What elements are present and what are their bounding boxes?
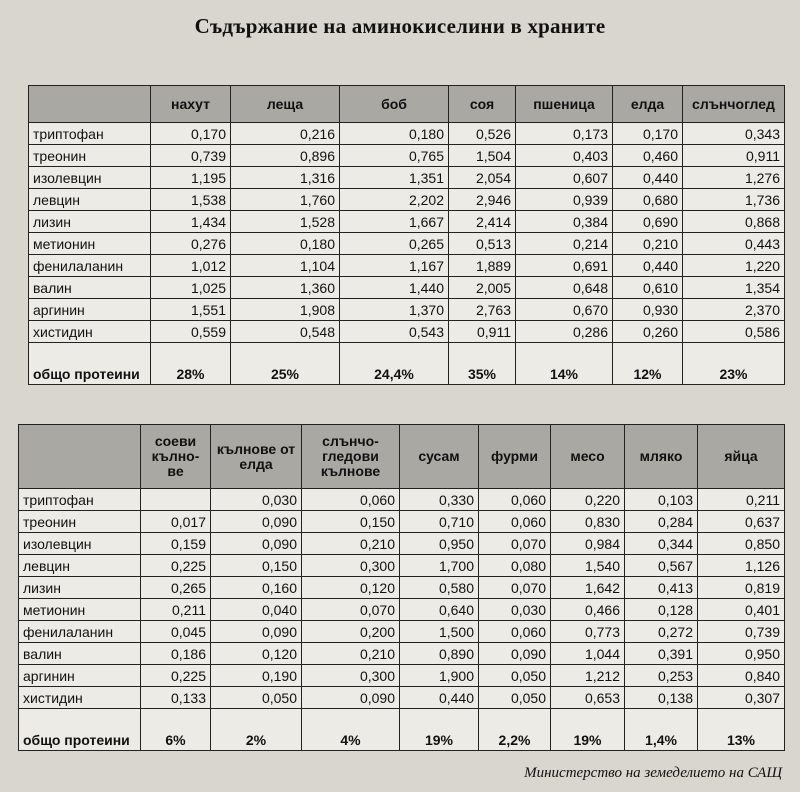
total-cell: 28% (151, 343, 231, 385)
table-cell: 0,090 (211, 533, 302, 555)
table-cell: 2,414 (449, 211, 516, 233)
table-cell: 0,276 (151, 233, 231, 255)
table-cell: 1,195 (151, 167, 231, 189)
column-header: соеви кълно-ве (141, 425, 211, 489)
table-cell: 1,540 (551, 555, 625, 577)
table-cell: 0,090 (302, 687, 400, 709)
table-cell: 0,060 (302, 489, 400, 511)
total-cell: 14% (516, 343, 613, 385)
table-row (19, 643, 785, 665)
page-title: Съдържание на аминокиселини в храните (194, 14, 606, 38)
table-cell: 1,044 (551, 643, 625, 665)
table-cell: 1,667 (340, 211, 449, 233)
row-label: фенилаланин (29, 255, 151, 277)
column-header: месо (551, 425, 625, 489)
table-cell: 0,586 (683, 321, 785, 343)
total-cell: 24,4% (340, 343, 449, 385)
table-cell: 0,765 (340, 145, 449, 167)
table-cell: 1,538 (151, 189, 231, 211)
table-cell: 0,200 (302, 621, 400, 643)
table-cell: 1,316 (231, 167, 340, 189)
table-cell: 0,210 (302, 533, 400, 555)
table-cell: 1,900 (400, 665, 479, 687)
table-cell: 0,653 (551, 687, 625, 709)
table-cell: 0,680 (613, 189, 683, 211)
table-row (19, 621, 785, 643)
amino-acid-table-1 (28, 85, 785, 385)
total-cell: 23% (683, 343, 785, 385)
table-cell: 1,012 (151, 255, 231, 277)
table-cell: 0,030 (479, 599, 551, 621)
table-cell: 0,253 (625, 665, 698, 687)
table-cell: 0,401 (698, 599, 785, 621)
table-cell: 0,440 (400, 687, 479, 709)
table-cell: 0,070 (302, 599, 400, 621)
row-label: метионин (29, 233, 151, 255)
table-cell: 0,911 (449, 321, 516, 343)
table-cell: 0,216 (231, 123, 340, 145)
table-cell: 0,214 (516, 233, 613, 255)
table-cell: 0,103 (625, 489, 698, 511)
table-cell: 0,460 (613, 145, 683, 167)
table-cell: 0,607 (516, 167, 613, 189)
table-cell: 0,030 (211, 489, 302, 511)
table-cell: 0,648 (516, 277, 613, 299)
table-cell: 1,126 (698, 555, 785, 577)
row-label: изолевцин (29, 167, 151, 189)
table-row (19, 577, 785, 599)
table-cell: 0,133 (141, 687, 211, 709)
table-cell: 0,559 (151, 321, 231, 343)
row-label: левцин (19, 555, 141, 577)
table-cell: 2,005 (449, 277, 516, 299)
table-row (29, 167, 785, 189)
table-cell: 0,896 (231, 145, 340, 167)
table-cell: 0,211 (698, 489, 785, 511)
table-cell: 0,413 (625, 577, 698, 599)
row-label: триптофан (19, 489, 141, 511)
column-header: фурми (479, 425, 551, 489)
row-label: треонин (29, 145, 151, 167)
table-cell: 0,443 (683, 233, 785, 255)
table-cell: 0,911 (683, 145, 785, 167)
table-cell: 1,351 (340, 167, 449, 189)
total-cell: 1,4% (625, 709, 698, 751)
table-cell: 1,736 (683, 189, 785, 211)
table-cell: 0,120 (211, 643, 302, 665)
table-cell: 1,104 (231, 255, 340, 277)
table-header-row (19, 425, 785, 489)
table-cell: 0,045 (141, 621, 211, 643)
table-cell: 0,170 (151, 123, 231, 145)
row-label: левцин (29, 189, 151, 211)
table-cell: 0,739 (151, 145, 231, 167)
table-cell: 0,850 (698, 533, 785, 555)
total-cell: 2,2% (479, 709, 551, 751)
row-label: метионин (19, 599, 141, 621)
table-cell: 0,773 (551, 621, 625, 643)
row-label: хистидин (19, 687, 141, 709)
column-header: мляко (625, 425, 698, 489)
table-cell: 0,391 (625, 643, 698, 665)
total-cell: 12% (613, 343, 683, 385)
table-cell: 0,265 (340, 233, 449, 255)
table-cell: 0,890 (400, 643, 479, 665)
table-cell: 1,504 (449, 145, 516, 167)
table-cell: 0,526 (449, 123, 516, 145)
table-row (29, 145, 785, 167)
total-cell: 19% (400, 709, 479, 751)
table-row (29, 211, 785, 233)
total-label: общо протеини (19, 709, 141, 751)
table-cell: 0,210 (613, 233, 683, 255)
table-cell: 0,819 (698, 577, 785, 599)
table-cell: 0,950 (698, 643, 785, 665)
table-cell: 0,050 (211, 687, 302, 709)
source-caption: Министерство на земеделието на САЩ (524, 765, 782, 781)
total-protein-row (19, 709, 785, 751)
amino-acid-table-2 (18, 424, 785, 751)
table-cell: 0,343 (683, 123, 785, 145)
column-header: нахут (151, 86, 231, 123)
row-label: лизин (19, 577, 141, 599)
table-cell: 0,691 (516, 255, 613, 277)
table-cell: 0,040 (211, 599, 302, 621)
table-cell: 0,220 (551, 489, 625, 511)
table-cell: 0,017 (141, 511, 211, 533)
table-cell: 1,212 (551, 665, 625, 687)
table-cell: 0,548 (231, 321, 340, 343)
row-label: лизин (29, 211, 151, 233)
table-cell: 0,210 (302, 643, 400, 665)
table-cell: 0,567 (625, 555, 698, 577)
table-cell: 1,025 (151, 277, 231, 299)
table-cell: 1,908 (231, 299, 340, 321)
column-header: слънчоглед (683, 86, 785, 123)
table-cell: 0,186 (141, 643, 211, 665)
table-cell: 0,160 (211, 577, 302, 599)
table-cell: 1,370 (340, 299, 449, 321)
table-cell: 0,580 (400, 577, 479, 599)
table-cell: 0,984 (551, 533, 625, 555)
table-cell: 2,202 (340, 189, 449, 211)
table-row (29, 233, 785, 255)
row-label: валин (19, 643, 141, 665)
table-cell: 0,260 (613, 321, 683, 343)
table-cell: 0,050 (479, 665, 551, 687)
column-header: боб (340, 86, 449, 123)
table-cell: 1,700 (400, 555, 479, 577)
table-cell: 0,173 (516, 123, 613, 145)
table-cell: 0,640 (400, 599, 479, 621)
table-cell: 0,190 (211, 665, 302, 687)
total-protein-row (29, 343, 785, 385)
table-cell: 0,466 (551, 599, 625, 621)
table-cell: 0,150 (211, 555, 302, 577)
table-cell: 0,284 (625, 511, 698, 533)
table-cell: 0,950 (400, 533, 479, 555)
row-label: фенилаланин (19, 621, 141, 643)
table-cell: 0,090 (211, 511, 302, 533)
table-row (19, 533, 785, 555)
total-label: общо протеини (29, 343, 151, 385)
table-cell: 0,225 (141, 665, 211, 687)
table-cell: 0,840 (698, 665, 785, 687)
table-row (29, 321, 785, 343)
table-row (19, 599, 785, 621)
column-header (19, 425, 141, 489)
table-cell: 0,180 (340, 123, 449, 145)
table-cell: 1,528 (231, 211, 340, 233)
table-row (19, 555, 785, 577)
table-cell: 0,610 (613, 277, 683, 299)
table-cell: 1,220 (683, 255, 785, 277)
table-cell (141, 489, 211, 511)
table-cell: 0,543 (340, 321, 449, 343)
table-cell: 0,690 (613, 211, 683, 233)
table-cell: 1,440 (340, 277, 449, 299)
table-cell: 0,440 (613, 255, 683, 277)
table-cell: 0,440 (613, 167, 683, 189)
table-cell: 0,180 (231, 233, 340, 255)
table-cell: 1,760 (231, 189, 340, 211)
table-cell: 0,272 (625, 621, 698, 643)
total-cell: 35% (449, 343, 516, 385)
row-label: изолевцин (19, 533, 141, 555)
table-cell: 0,403 (516, 145, 613, 167)
table-row (29, 255, 785, 277)
table-cell: 0,265 (141, 577, 211, 599)
total-cell: 4% (302, 709, 400, 751)
table-cell: 0,211 (141, 599, 211, 621)
table-cell: 0,120 (302, 577, 400, 599)
table-cell: 0,344 (625, 533, 698, 555)
row-label: триптофан (29, 123, 151, 145)
column-header: пшеница (516, 86, 613, 123)
table-row (29, 299, 785, 321)
table-cell: 0,300 (302, 665, 400, 687)
table-cell: 0,050 (479, 687, 551, 709)
column-header: елда (613, 86, 683, 123)
table-header-row (29, 86, 785, 123)
table-cell: 1,642 (551, 577, 625, 599)
table-cell: 0,060 (479, 489, 551, 511)
table-cell: 0,090 (479, 643, 551, 665)
table-cell: 0,159 (141, 533, 211, 555)
table-cell: 2,763 (449, 299, 516, 321)
row-label: хистидин (29, 321, 151, 343)
table-cell: 0,138 (625, 687, 698, 709)
table-cell: 0,150 (302, 511, 400, 533)
table-row (19, 687, 785, 709)
table-cell: 0,128 (625, 599, 698, 621)
table-cell: 1,360 (231, 277, 340, 299)
table-row (29, 277, 785, 299)
table-cell: 2,054 (449, 167, 516, 189)
table-cell: 2,946 (449, 189, 516, 211)
table-cell: 0,286 (516, 321, 613, 343)
table-cell: 1,167 (340, 255, 449, 277)
table-cell: 2,370 (683, 299, 785, 321)
table-row (29, 189, 785, 211)
total-cell: 2% (211, 709, 302, 751)
table-row (29, 123, 785, 145)
table-cell: 0,070 (479, 577, 551, 599)
table-cell: 0,060 (479, 621, 551, 643)
table-cell: 0,670 (516, 299, 613, 321)
table-cell: 0,090 (211, 621, 302, 643)
column-header: яйца (698, 425, 785, 489)
total-cell: 6% (141, 709, 211, 751)
table-cell: 1,889 (449, 255, 516, 277)
table-cell: 0,710 (400, 511, 479, 533)
table-cell: 0,868 (683, 211, 785, 233)
row-label: аргинин (29, 299, 151, 321)
table-cell: 0,080 (479, 555, 551, 577)
table-cell: 0,637 (698, 511, 785, 533)
column-header: слънчо-гледови кълнове (302, 425, 400, 489)
table-cell: 0,513 (449, 233, 516, 255)
total-cell: 19% (551, 709, 625, 751)
table-cell: 1,500 (400, 621, 479, 643)
column-header (29, 86, 151, 123)
column-header: леща (231, 86, 340, 123)
total-cell: 13% (698, 709, 785, 751)
table-cell: 0,384 (516, 211, 613, 233)
table-row (19, 489, 785, 511)
table-cell: 0,330 (400, 489, 479, 511)
table-cell: 1,551 (151, 299, 231, 321)
table-cell: 0,225 (141, 555, 211, 577)
total-cell: 25% (231, 343, 340, 385)
row-label: аргинин (19, 665, 141, 687)
table-cell: 1,354 (683, 277, 785, 299)
table-row (19, 665, 785, 687)
row-label: треонин (19, 511, 141, 533)
table-cell: 0,300 (302, 555, 400, 577)
table-cell: 0,170 (613, 123, 683, 145)
table-cell: 0,070 (479, 533, 551, 555)
row-label: валин (29, 277, 151, 299)
column-header: сусам (400, 425, 479, 489)
column-header: соя (449, 86, 516, 123)
table-cell: 0,739 (698, 621, 785, 643)
column-header: кълнове от елда (211, 425, 302, 489)
table-cell: 0,307 (698, 687, 785, 709)
table-cell: 0,830 (551, 511, 625, 533)
table-row (19, 511, 785, 533)
table-cell: 1,434 (151, 211, 231, 233)
table-cell: 0,939 (516, 189, 613, 211)
table-cell: 1,276 (683, 167, 785, 189)
table-cell: 0,930 (613, 299, 683, 321)
table-cell: 0,060 (479, 511, 551, 533)
